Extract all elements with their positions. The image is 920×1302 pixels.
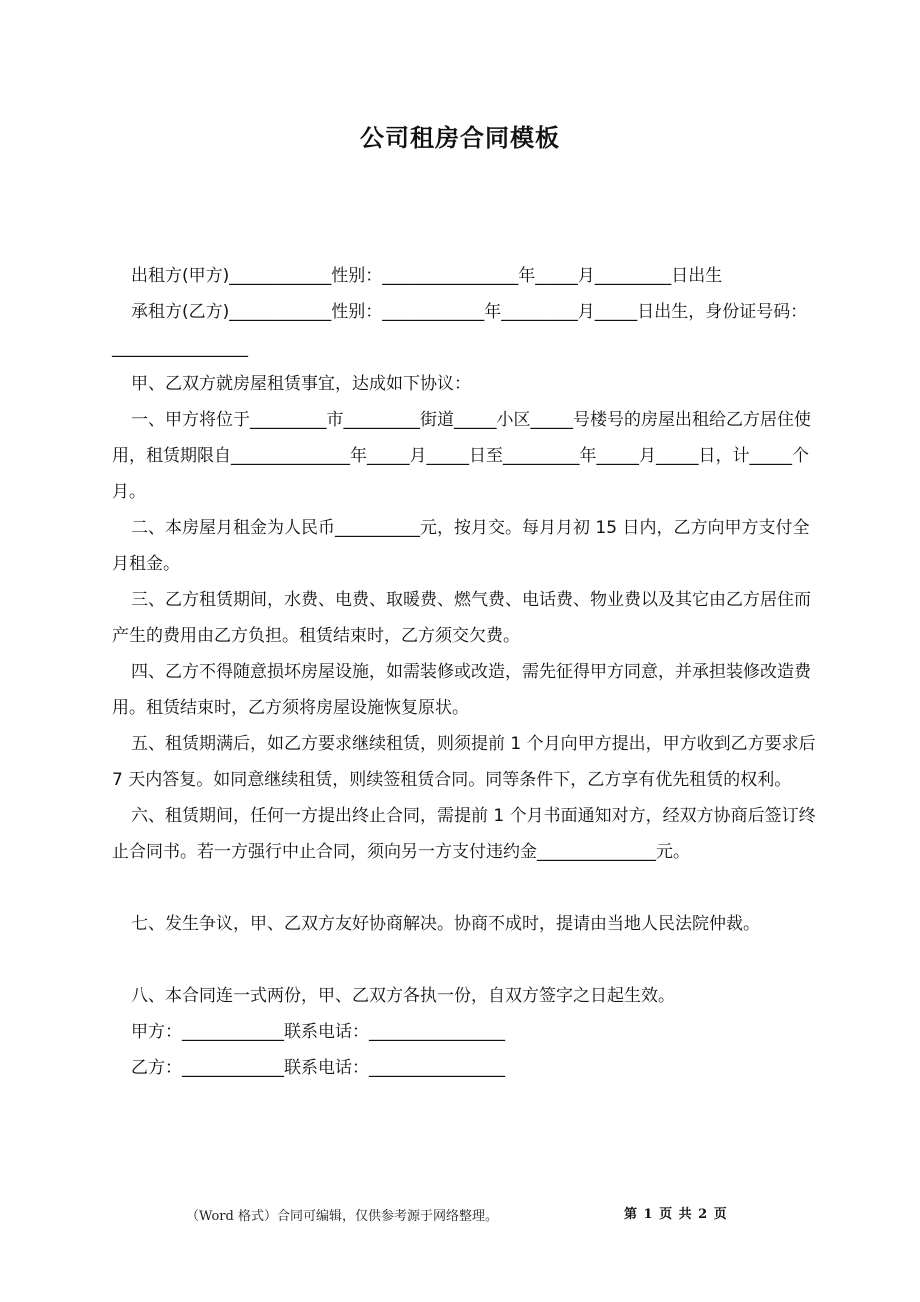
page-indicator: 第 1 页 共 2 页	[624, 1207, 727, 1222]
clause-1: 一、甲方将位于_________市_________街道_____小区_____号楼号的房屋出租给乙方居住使用，租赁期限自______________年_____月_____日至_________年_____月_____日，计_____个月。	[112, 410, 811, 502]
party-a-signature-line: 甲方：____________联系电话：________________	[131, 1022, 505, 1042]
contract-body	[112, 258, 822, 1086]
page-title: 公司租房合同模板	[360, 124, 560, 152]
clause-7: 七、发生争议，甲、乙双方友好协商解决。协商不成时，提请由当地人民法院仲裁。	[131, 914, 760, 934]
clause-4: 四、乙方不得随意损坏房屋设施，如需装修或改造，需先征得甲方同意，并承担装修改造费用。租赁结束时，乙方须将房屋设施恢复原状。	[112, 662, 811, 718]
party-b-info: 承租方(乙方)____________性别：____________年_________月_____日出生，身份证号码：________________	[112, 302, 808, 358]
spacer	[112, 942, 822, 978]
clause-3: 三、乙方租赁期间，水费、电费、取暖费、燃气费、电话费、物业费以及其它由乙方居住而产生的费用由乙方负担。租赁结束时，乙方须交欠费。	[112, 590, 811, 646]
clause-2: 二、本房屋月租金为人民币__________元，按月交。每月月初 15 日内，乙方向甲方支付全月租金。	[112, 518, 810, 574]
clause-5: 五、租赁期满后，如乙方要求继续租赁，则须提前 1 个月向甲方提出，甲方收到乙方要求后 7 天内答复。如同意继续租赁，则续签租赁合同。同等条件下，乙方享有优先租赁的权利。	[112, 734, 822, 790]
spacer	[112, 870, 822, 906]
clause-6: 六、租赁期间，任何一方提出终止合同，需提前 1 个月书面通知对方，经双方协商后签订终止合同书。若一方强行中止合同，须向另一方支付违约金______________元。	[112, 806, 816, 862]
agreement-intro: 甲、乙双方就房屋租赁事宜，达成如下协议：	[131, 374, 471, 394]
party-a-info: 出租方(甲方)____________性别：________________年_____月_________日出生	[131, 266, 723, 286]
party-b-signature-line: 乙方：____________联系电话：________________	[131, 1058, 505, 1078]
clause-8: 八、本合同连一式两份，甲、乙双方各执一份，自双方签字之日起生效。	[131, 986, 675, 1006]
footer-note: （Word 格式）合同可编辑，仅供参考源于网络整理。	[186, 1209, 498, 1224]
